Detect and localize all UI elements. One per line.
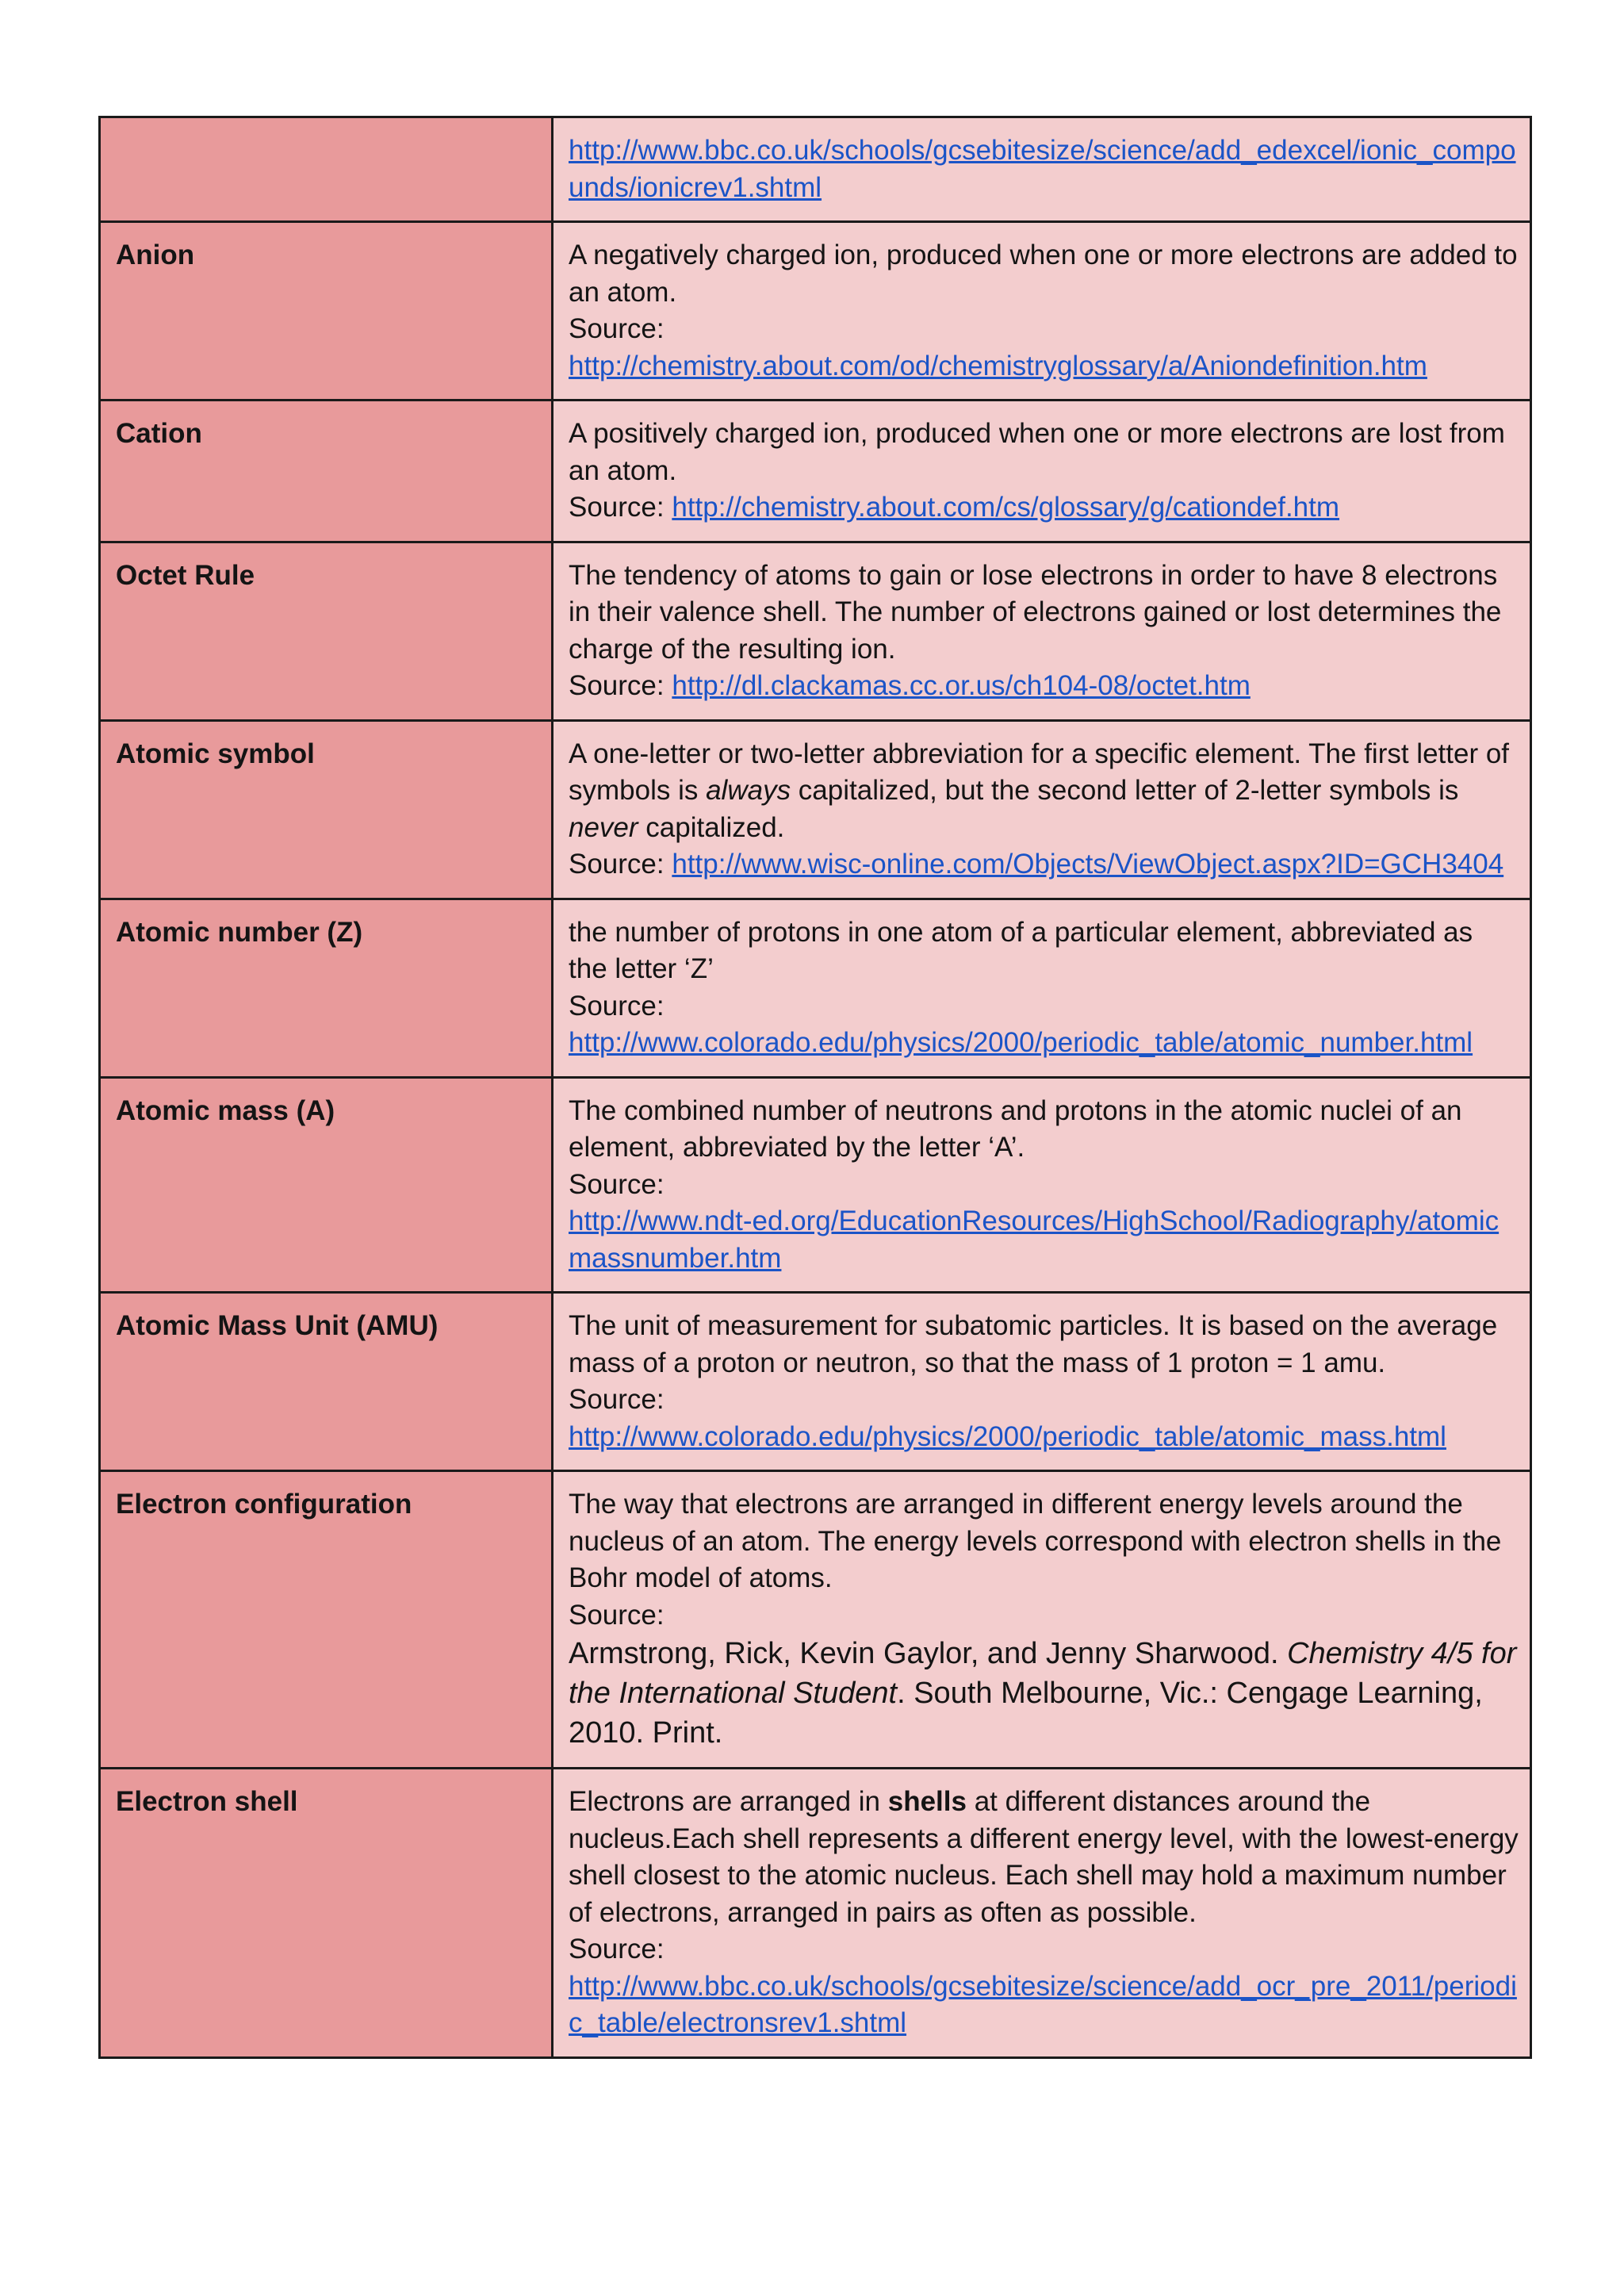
glossary-page (98, 116, 1532, 2059)
glossary-row (100, 720, 1531, 899)
glossary-term: Octet Rule (100, 542, 553, 720)
citation-text (569, 1634, 1525, 1753)
definition-text: The combined number of neutrons and protons in the atomic nuclei of an element, abbreviated by the letter ‘A’. (569, 1094, 1462, 1163)
glossary-definition (553, 1471, 1531, 1769)
definition-text: The unit of measurement for subatomic particles. It is based on the average mass of a proton or neutron, so that the mass of 1 proton = 1 amu. (569, 1310, 1498, 1378)
glossary-row (100, 401, 1531, 542)
text-run: . South Melbourne, Vic.: Cengage Learning, 2010. Print. (569, 1677, 1492, 1750)
glossary-definition (553, 542, 1531, 720)
definition-text (569, 736, 1519, 847)
text-run: Electrons are arranged in (569, 1786, 888, 1817)
definition-text: Source: (569, 990, 665, 1022)
definition-text: the number of protons in one atom of a particular element, abbreviated as the letter ‘Z’ (569, 916, 1473, 984)
definition-text (569, 1784, 1526, 1931)
glossary-term: Electron configuration (100, 1471, 553, 1769)
glossary-definition (553, 1077, 1531, 1293)
italic-text: always (706, 775, 791, 806)
glossary-row (100, 222, 1531, 401)
source-link[interactable]: http://www.bbc.co.uk/schools/gcsebitesize/science/add_edexcel/ionic_compounds/ionicrev1.shtml (569, 135, 1516, 203)
definition-text: Source: (569, 1168, 665, 1200)
source-link-line (569, 1025, 1519, 1062)
definition-text: A negatively charged ion, produced when one or more electrons are added to an atom. (569, 240, 1518, 308)
glossary-term: Anion (100, 222, 553, 401)
text-run: capitalized. (638, 811, 785, 843)
source-link[interactable]: http://www.ndt-ed.org/EducationResources/HighSchool/Radiography/atomicmassnumber.htm (569, 1205, 1500, 1274)
source-link[interactable]: http://chemistry.about.com/od/chemistryglossary/a/Aniondefinition.htm (569, 350, 1427, 381)
glossary-term: Atomic Mass Unit (AMU) (100, 1293, 553, 1471)
source-line (569, 489, 1519, 527)
glossary-definition (553, 720, 1531, 899)
glossary-row (100, 1769, 1531, 2058)
glossary-term: Atomic number (Z) (100, 899, 553, 1077)
glossary-table-body (100, 117, 1531, 2058)
source-line (569, 668, 1519, 705)
glossary-row (100, 1077, 1531, 1293)
italic-text: never (569, 811, 638, 843)
glossary-row (100, 117, 1531, 222)
text-run: at different distances around the nucleus.Each shell represents a different energy level, with the lowest-energy shell closest to the atomic nucleus. Each shell may hold a maximum number of electrons, arranged in pairs as often as possible. (569, 1786, 1526, 1928)
definition-text: The way that electrons are arranged in different energy levels around the nucleus of an atom. The energy levels correspond with electron shells in the Bohr model of atoms. (569, 1489, 1502, 1593)
glossary-definition (553, 401, 1531, 542)
source-link[interactable]: http://www.colorado.edu/physics/2000/periodic_table/atomic_mass.html (569, 1420, 1446, 1452)
source-link[interactable]: http://www.wisc-online.com/Objects/ViewObject.aspx?ID=GCH3404 (672, 849, 1504, 880)
glossary-definition (553, 1769, 1531, 2058)
definition-text: Source: (569, 313, 665, 344)
glossary-term: Cation (100, 401, 553, 542)
definition-text: Source: (569, 1384, 665, 1415)
source-link-line (569, 1419, 1519, 1456)
definition-text: The tendency of atoms to gain or lose electrons in order to have 8 electrons in their valence shell. The number of electrons gained or lost determines the charge of the resulting ion. (569, 559, 1502, 665)
glossary-term: Atomic mass (A) (100, 1077, 553, 1293)
source-link[interactable]: http://chemistry.about.com/cs/glossary/g/cationdef.htm (672, 492, 1340, 523)
definition-text: Source: (569, 1934, 665, 1964)
bold-text: shells (887, 1786, 967, 1817)
source-label: Source: (569, 670, 672, 701)
glossary-row (100, 899, 1531, 1077)
glossary-row (100, 1471, 1531, 1769)
definition-text: Source: (569, 1599, 665, 1631)
definition-text: A positively charged ion, produced when one or more electrons are lost from an atom. (569, 418, 1505, 486)
source-label: Source: (569, 849, 672, 880)
glossary-term: Electron shell (100, 1769, 553, 2058)
glossary-term: Atomic symbol (100, 720, 553, 899)
glossary-row (100, 1293, 1531, 1471)
italic-text: Chemistry 4/5 for the International Student (569, 1637, 1525, 1710)
glossary-term (100, 117, 553, 222)
text-run: A one-letter or two-letter abbreviation for a specific element. The first letter of symbols is (569, 738, 1517, 806)
source-link-line (569, 132, 1519, 206)
source-link-line (569, 348, 1519, 385)
source-link-line (569, 1203, 1519, 1277)
glossary-definition (553, 1293, 1531, 1471)
source-label: Source: (569, 492, 672, 523)
source-link[interactable]: http://www.colorado.edu/physics/2000/periodic_table/atomic_number.html (569, 1027, 1473, 1058)
source-link[interactable]: http://www.bbc.co.uk/schools/gcsebitesize/science/add_ocr_pre_2011/periodic_table/electronsrev1.shtml (569, 1970, 1517, 2038)
source-line (569, 846, 1519, 884)
text-run: capitalized, but the second letter of 2-letter symbols is (791, 775, 1467, 806)
glossary-definition (553, 899, 1531, 1077)
glossary-definition (553, 117, 1531, 222)
glossary-row (100, 542, 1531, 720)
source-link[interactable]: http://dl.clackamas.cc.or.us/ch104-08/octet.htm (672, 670, 1251, 701)
source-link-line (569, 1968, 1519, 2042)
glossary-definition (553, 222, 1531, 401)
text-run: Armstrong, Rick, Kevin Gaylor, and Jenny Sharwood. (569, 1637, 1288, 1670)
glossary-table (98, 116, 1532, 2059)
